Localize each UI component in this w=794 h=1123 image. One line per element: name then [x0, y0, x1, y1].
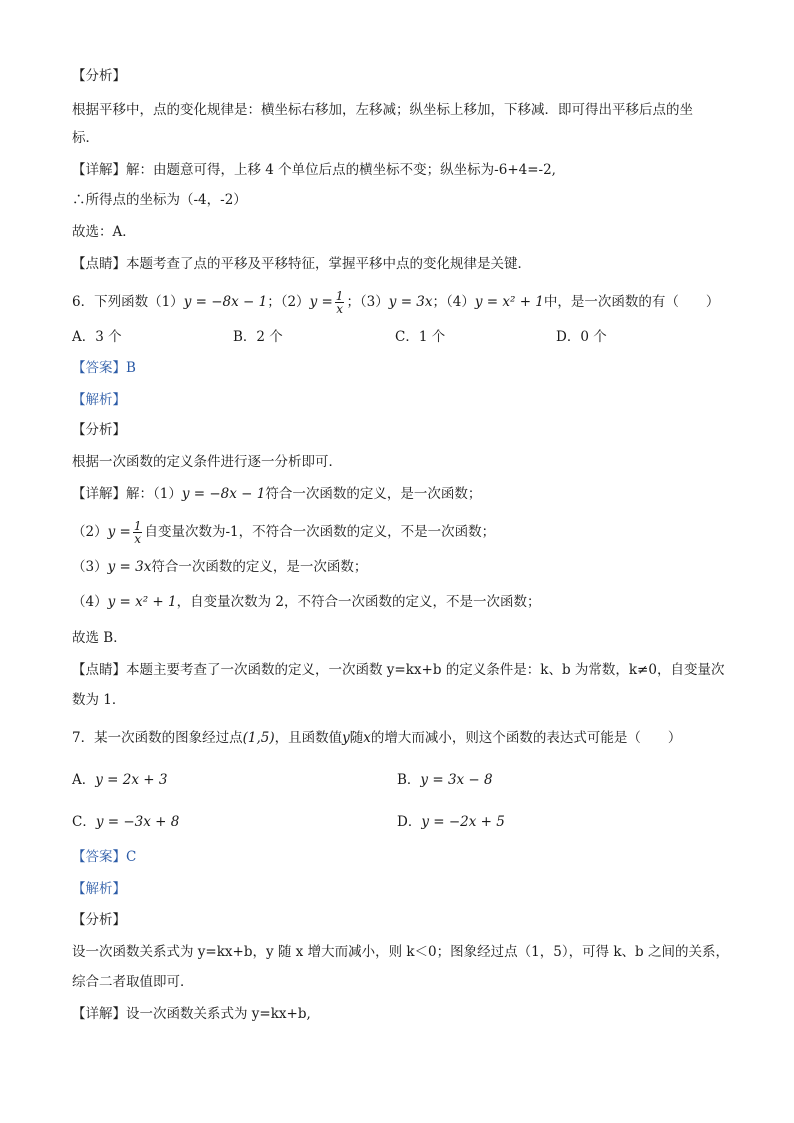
q6-comment-cont: 数为 1．	[72, 692, 126, 708]
q6-analysis-tag: 【分析】	[72, 422, 126, 438]
q7-stem: 7．某一次函数的图象经过点(1,5)，且函数值y随x的增大而减小，则这个函数的表达式可能是（ ）	[72, 730, 682, 746]
q6-stem: 6．下列函数（1）y = −8x − 1；（2）y = $\frac{1}{x}$ ；（3）y = 3x；（4）y = x² + 1中，是一次函数的有（ ）	[72, 289, 720, 316]
q7-option-a: A．y = 2x + 3	[72, 772, 168, 788]
q7-analysis-text: 设一次函数关系式为 y=kx+b，y 随 x 增大而减小，则 k＜0；图象经过点（1，5），可得 k、b 之间的关系，	[72, 944, 729, 960]
q6-formula-4: y = x² + 1	[474, 294, 544, 310]
q6-solution-tag: 【解析】	[72, 392, 126, 408]
q6-detail-3: （3）y = 3x符合一次函数的定义，是一次函数；	[72, 559, 368, 575]
q7-option-b: B．y = 3x − 8	[397, 772, 493, 788]
q5-choose: 故选：A．	[72, 224, 136, 240]
q7-answer: 【答案】C	[72, 849, 137, 865]
q7-option-c: C．y = −3x + 8	[72, 814, 180, 830]
q6-choose: 故选 B．	[72, 630, 127, 646]
q6-analysis-text: 根据一次函数的定义条件进行逐一分析即可．	[72, 454, 342, 470]
q6-formula-2-fraction: $\frac{1}{x}$	[335, 289, 344, 316]
q6-formula-3: y = 3x	[388, 294, 433, 310]
q5-analysis-tag: 【分析】	[72, 68, 126, 84]
q6-option-a: A．3 个	[72, 329, 122, 345]
q6-detail-2: （2）y = $\frac{1}{x}$ 自变量次数为-1，不符合一次函数的定义，不是一次函数；	[72, 519, 496, 546]
q7-point: (1,5)	[242, 730, 275, 746]
q7-analysis-text-cont: 综合二者取值即可．	[72, 974, 194, 990]
q7-solution-tag: 【解析】	[72, 881, 126, 897]
q6-detail-1: 【详解】解：（1）y = −8x − 1符合一次函数的定义，是一次函数；	[72, 486, 482, 502]
q5-comment: 【点睛】本题考查了点的平移及平移特征，掌握平移中点的变化规律是关键．	[72, 256, 531, 272]
q5-analysis-text-cont: 标．	[72, 130, 99, 146]
q6-answer: 【答案】B	[72, 360, 136, 376]
q6-option-d: D．0 个	[556, 329, 607, 345]
q6-detail-2-fraction: $\frac{1}{x}$	[133, 519, 142, 546]
q6-detail-4: （4）y = x² + 1，自变量次数为 2，不符合一次函数的定义，不是一次函数；	[72, 594, 541, 610]
q5-detail: 【详解】解：由题意可得，上移 4 个单位后点的横坐标不变；纵坐标为-6+4=-2,	[72, 162, 556, 178]
q6-option-b: B．2 个	[233, 329, 283, 345]
q7-option-d: D．y = −2x + 5	[397, 814, 505, 830]
q6-comment: 【点睛】本题主要考查了一次函数的定义，一次函数 y=kx+b 的定义条件是：k、b 为常数，k≠0，自变量次	[72, 662, 725, 678]
q5-analysis-text: 根据平移中，点的变化规律是：横坐标右移加，左移减；纵坐标上移加，下移减．即可得出平移后点的坐	[72, 102, 693, 118]
q7-detail: 【详解】设一次函数关系式为 y=kx+b,	[72, 1006, 311, 1022]
q5-therefore: ∴所得点的坐标为（-4，-2）	[72, 192, 247, 208]
q6-formula-1: y = −8x − 1	[183, 294, 268, 310]
q7-analysis-tag: 【分析】	[72, 912, 126, 928]
q6-option-c: C．1 个	[395, 329, 446, 345]
